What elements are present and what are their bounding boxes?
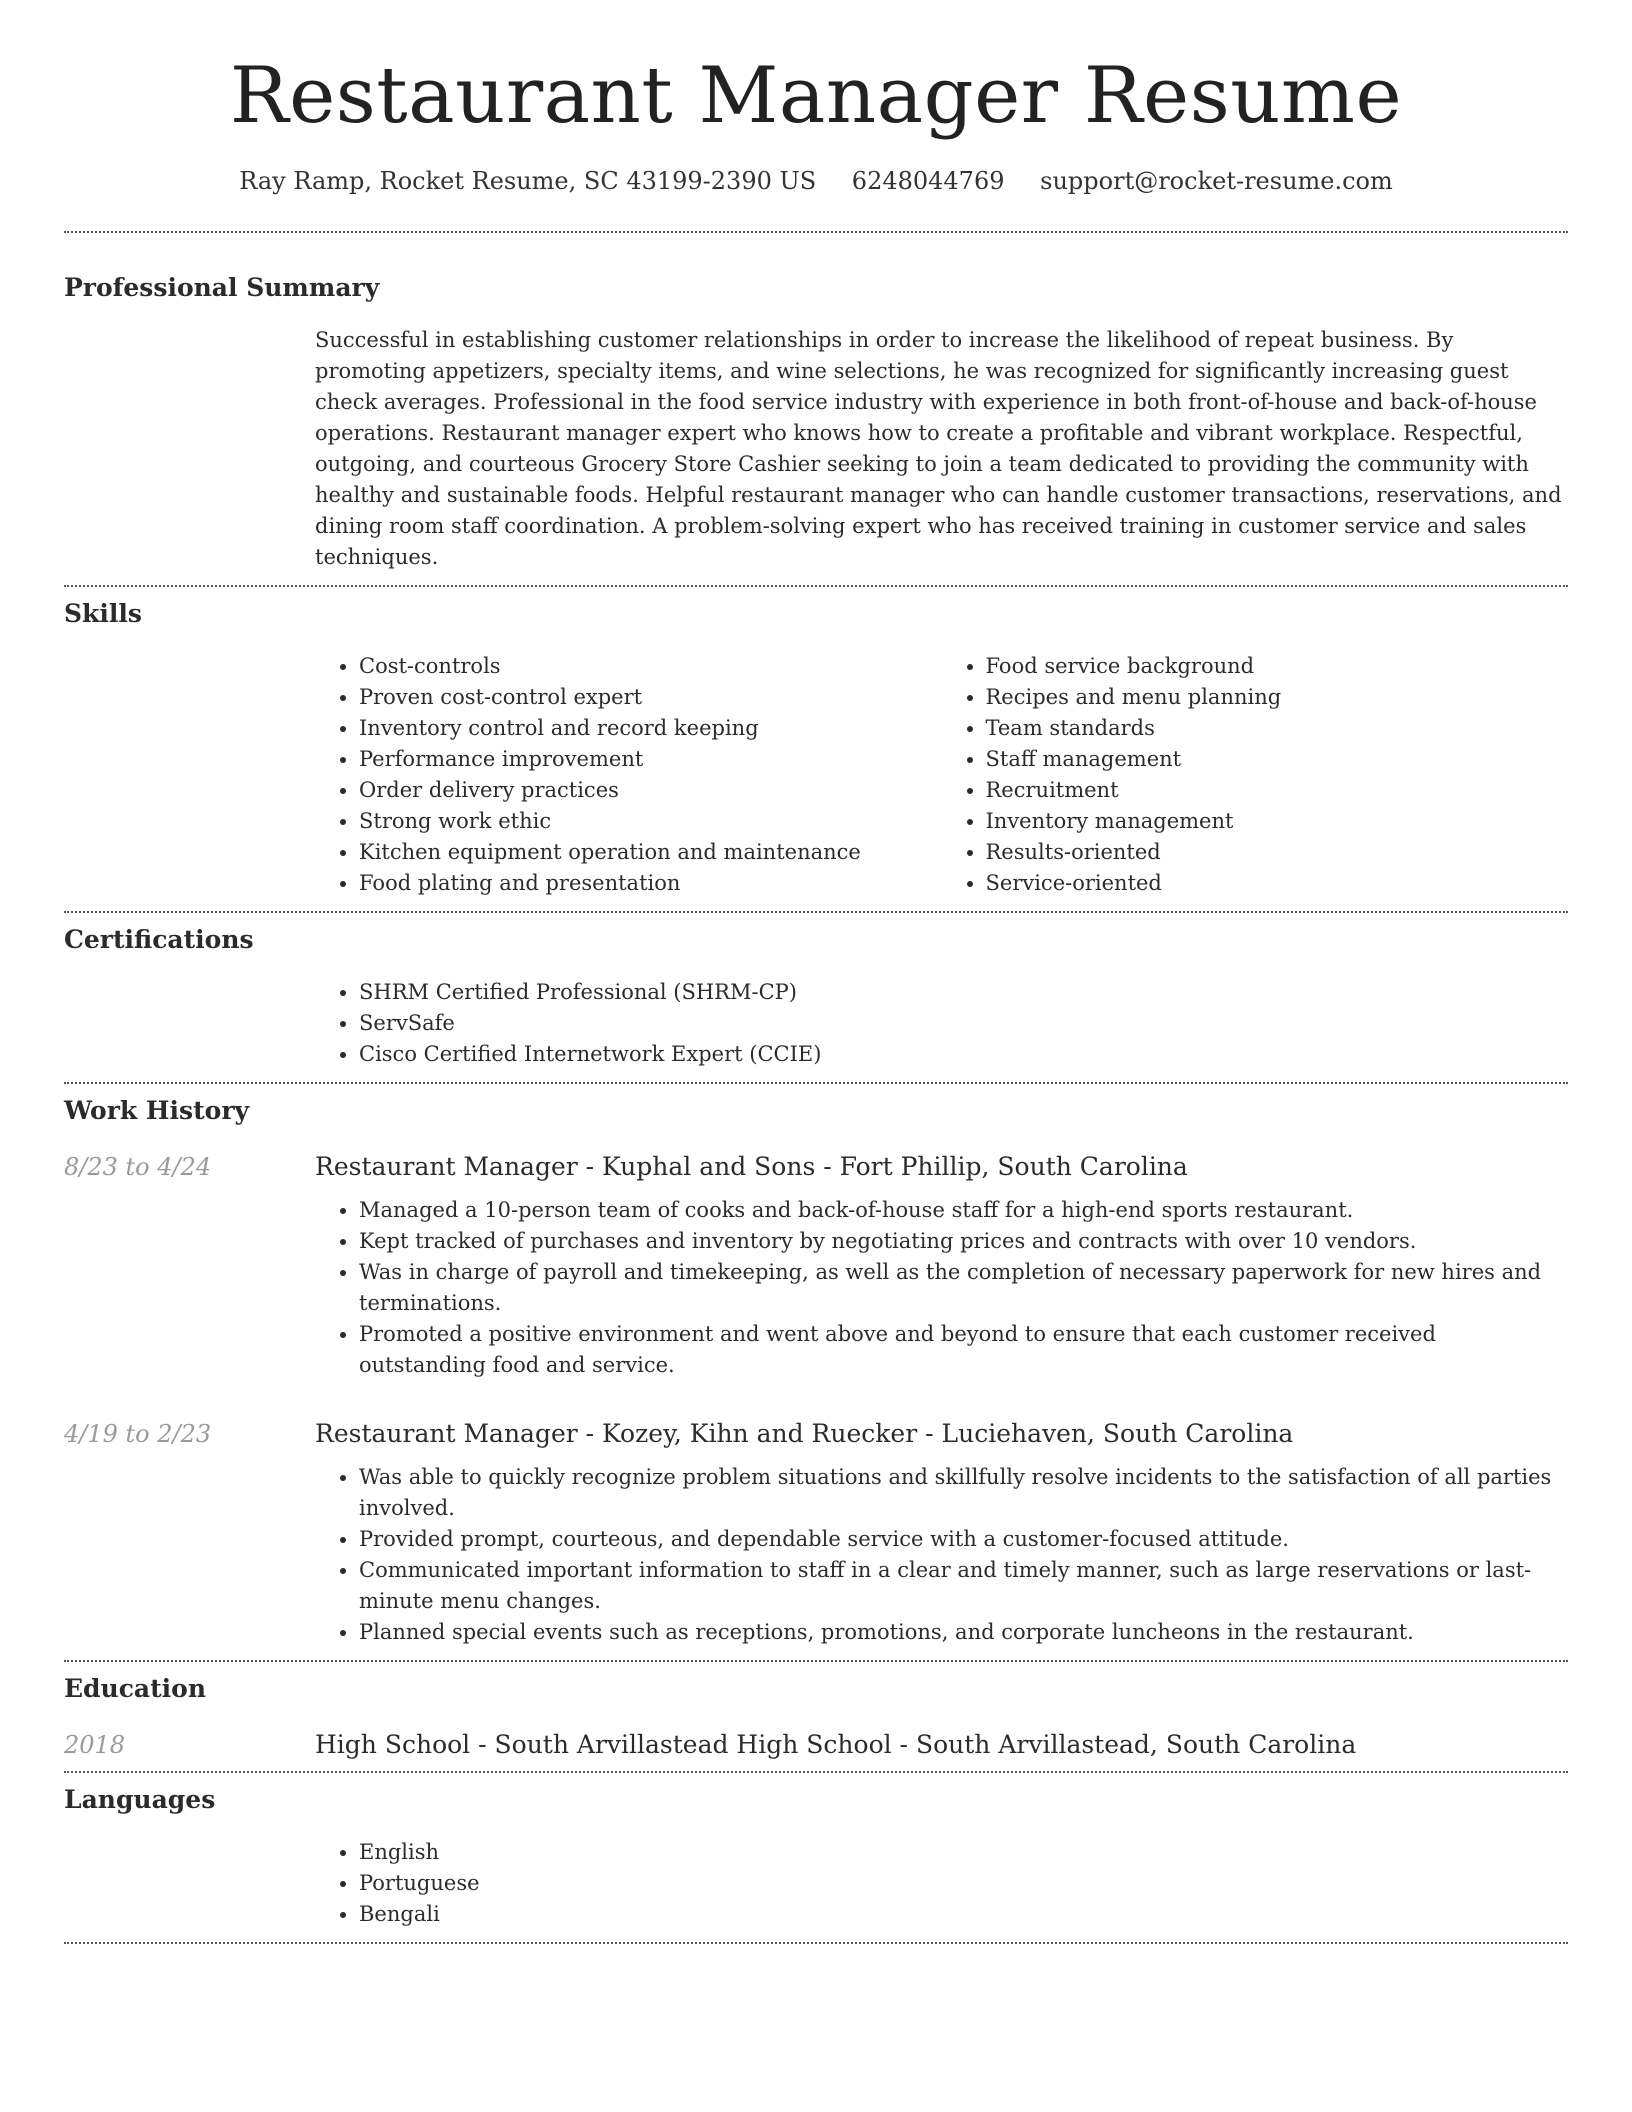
section-heading-languages: Languages bbox=[64, 1784, 216, 1814]
certifications-list bbox=[315, 977, 1568, 1070]
list-item: • Was in charge of payroll and timekeeping, as well as the completion of necessary paperwork for new hires and terminations. bbox=[359, 1257, 1568, 1319]
job-title: Restaurant Manager - Kozey, Kihn and Ruecker - Luciehaven, South Carolina bbox=[315, 1418, 1294, 1448]
languages-section bbox=[64, 1773, 1568, 1942]
list-item: • Results-oriented bbox=[986, 837, 1569, 868]
education-year: 2018 bbox=[64, 1730, 126, 1759]
list-item: • Recruitment bbox=[986, 775, 1569, 806]
list-item: • Was able to quickly recognize problem situations and skillfully resolve incidents to the satisfaction of all parties involved. bbox=[359, 1462, 1568, 1524]
list-item: • Portuguese bbox=[359, 1868, 1568, 1899]
certifications-section bbox=[64, 913, 1568, 1082]
work-history-section bbox=[64, 1084, 1568, 1660]
list-item: • SHRM Certified Professional (SHRM-CP) bbox=[359, 977, 1568, 1008]
list-item: • Proven cost-control expert bbox=[359, 682, 942, 713]
list-item: • Promoted a positive environment and went above and beyond to ensure that each customer received outstanding food and service. bbox=[359, 1319, 1568, 1381]
page-title: Restaurant Manager Resume bbox=[229, 51, 1403, 141]
list-item: • Provided prompt, courteous, and dependable service with a customer-focused attitude. bbox=[359, 1524, 1568, 1555]
contact-address: Ray Ramp, Rocket Resume, SC 43199-2390 US bbox=[239, 166, 817, 195]
skills-list-right bbox=[942, 651, 1569, 899]
list-item: • Food plating and presentation bbox=[359, 868, 942, 899]
section-heading-work-history: Work History bbox=[64, 1095, 250, 1125]
languages-list bbox=[315, 1837, 1568, 1930]
section-heading-education: Education bbox=[64, 1673, 207, 1703]
list-item: • Kept tracked of purchases and inventory by negotiating prices and contracts with over 10 vendors. bbox=[359, 1226, 1568, 1257]
list-item: • English bbox=[359, 1837, 1568, 1868]
list-item: • Staff management bbox=[986, 744, 1569, 775]
list-item: • Performance improvement bbox=[359, 744, 942, 775]
skills-list-left bbox=[315, 651, 942, 899]
job-entry bbox=[64, 1419, 1568, 1648]
list-item: • ServSafe bbox=[359, 1008, 1568, 1039]
list-item: • Cost-controls bbox=[359, 651, 942, 682]
job-dates: 8/23 to 4/24 bbox=[64, 1152, 212, 1181]
list-item: • Inventory management bbox=[986, 806, 1569, 837]
job-dates: 4/19 to 2/23 bbox=[64, 1419, 212, 1448]
list-item: • Strong work ethic bbox=[359, 806, 942, 837]
list-item: • Planned special events such as receptions, promotions, and corporate luncheons in the restaurant. bbox=[359, 1617, 1568, 1648]
contact-phone: 6248044769 bbox=[851, 166, 1005, 195]
list-item: • Food service background bbox=[986, 651, 1569, 682]
job-bullets bbox=[315, 1462, 1568, 1648]
list-item: • Service-oriented bbox=[986, 868, 1569, 899]
skills-section bbox=[64, 587, 1568, 911]
list-item: • Kitchen equipment operation and maintenance bbox=[359, 837, 942, 868]
list-item: • Order delivery practices bbox=[359, 775, 942, 806]
section-heading-certifications: Certifications bbox=[64, 924, 254, 954]
list-item: • Recipes and menu planning bbox=[986, 682, 1569, 713]
education-entry: High School - South Arvillastead High School - South Arvillastead, South Carolina bbox=[315, 1729, 1357, 1759]
list-item: • Inventory control and record keeping bbox=[359, 713, 942, 744]
job-entry bbox=[64, 1152, 1568, 1381]
list-item: • Cisco Certified Internetwork Expert (CCIE) bbox=[359, 1039, 1568, 1070]
contact-line bbox=[64, 166, 1568, 197]
section-heading-summary: Professional Summary bbox=[64, 272, 380, 302]
list-item: • Communicated important information to staff in a clear and timely manner, such as large reservations or last-minute menu changes. bbox=[359, 1555, 1568, 1617]
education-section bbox=[64, 1662, 1568, 1771]
job-title: Restaurant Manager - Kuphal and Sons - Fort Phillip, South Carolina bbox=[315, 1151, 1188, 1181]
list-item: • Managed a 10-person team of cooks and back-of-house staff for a high-end sports restaurant. bbox=[359, 1195, 1568, 1226]
list-item: • Bengali bbox=[359, 1899, 1568, 1930]
summary-text: Successful in establishing customer relationships in order to increase the likelihood of repeat business. By promoting appetizers, specialty items, and wine selections, he was recognized for significantly increasing guest check averages. Professional in the food service industry with experience in both front-of-house and back-of-house operations. Restaurant manager expert who knows how to create a profitable and vibrant workplace. Respectful, outgoing, and courteous Grocery Store Cashier seeking to join a team dedicated to providing the community with healthy and sustainable foods. Helpful restaurant manager who can handle customer transactions, reservations, and dining room staff coordination. A problem-solving expert who has received training in customer service and sales techniques. bbox=[315, 327, 1562, 569]
list-item: • Team standards bbox=[986, 713, 1569, 744]
job-bullets bbox=[315, 1195, 1568, 1381]
section-heading-skills: Skills bbox=[64, 598, 142, 628]
divider bbox=[64, 1942, 1568, 1944]
contact-email: support@rocket-resume.com bbox=[1040, 166, 1393, 195]
summary-section bbox=[64, 233, 1568, 585]
